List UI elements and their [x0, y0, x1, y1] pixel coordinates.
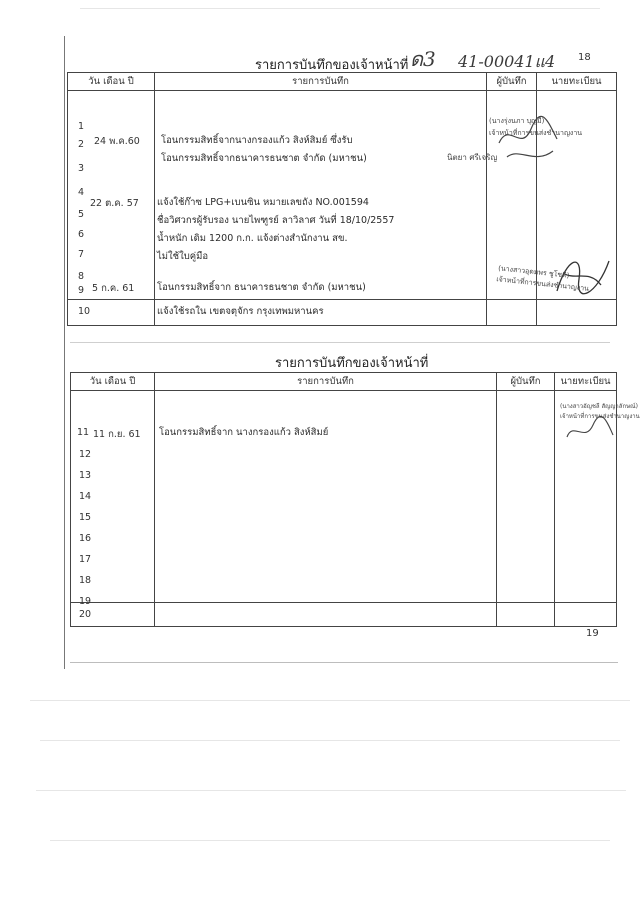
entry-text: แจ้งใช้ก๊าซ LPG+เบนซิน หมายเลขถัง NO.001594	[157, 197, 369, 208]
entry-text: น้ำหนัก เดิม 1200 ก.ก. แจ้งต่างสำนักงาน สข.	[157, 233, 348, 244]
entry-text: แจ้งใช้รถใน เขตจตุจักร กรุงเทพมหานคร	[157, 306, 324, 317]
col-header-entry: รายการบันทึก	[155, 73, 487, 91]
row-20-entry-cell	[155, 603, 497, 627]
registrar-stamp-2: (นางสาวอัญชลี สัญญาลักษณ์)	[560, 403, 638, 410]
section-title-1: รายการบันทึกของเจ้าหน้าที่	[255, 58, 409, 73]
row-number: 18	[79, 575, 92, 586]
recorder-stamp-title: เจ้าหน้าที่การขนส่งชำนาญงาน	[489, 129, 583, 137]
recorder-column	[497, 391, 555, 603]
registrar-stamp-1-title: เจ้าหน้าที่การขนส่งชำนาญงาน	[495, 275, 590, 293]
bleed-line	[30, 700, 630, 701]
row-number: 17	[79, 554, 92, 565]
col-header-registrar: นายทะเบียน	[555, 373, 617, 391]
handwritten-deed-number: 41-00041แ4	[458, 52, 556, 71]
bleed-line	[50, 840, 610, 841]
row-20-registrar-cell	[555, 603, 617, 627]
entry-date: 22 ต.ค. 57	[90, 198, 139, 209]
row-number: 15	[79, 512, 92, 523]
entry-text: โอนกรรมสิทธิ์จาก ธนาคารธนชาต จำกัด (มหาชน)	[157, 282, 366, 293]
row-10-recorder-cell	[487, 300, 537, 324]
bleed-line	[40, 740, 620, 741]
row-20-date-cell	[71, 603, 155, 627]
row-number: 6	[78, 229, 85, 240]
row-number: 12	[79, 449, 92, 460]
registrar-column	[555, 391, 617, 603]
recorder-signature-name: นิตยา ศรีเจริญ	[447, 153, 498, 162]
row-number: 13	[79, 470, 92, 481]
col-header-date: วัน เดือน ปี	[71, 373, 155, 391]
registrar-stamp-2-title: เจ้าหน้าที่การขนส่งชำนาญงาน	[560, 413, 640, 420]
row-number: 16	[79, 533, 92, 544]
row-number: 3	[78, 163, 85, 174]
section-title-2: รายการบันทึกของเจ้าหน้าที่	[275, 356, 429, 371]
row-number: 19	[79, 596, 92, 607]
record-table-2	[70, 372, 617, 627]
entry-text: ไม่ใช้ใบคู่มือ	[157, 251, 209, 262]
page-number-bottom: 19	[586, 628, 599, 639]
entry-column	[155, 391, 497, 603]
registrar-signature	[563, 417, 617, 447]
row-10-entry-cell	[155, 300, 487, 324]
handwritten-ref-number: ด3	[410, 47, 436, 71]
row-10-date-cell	[68, 300, 155, 324]
page-number-top: 18	[578, 52, 591, 63]
bleed-line	[36, 790, 626, 791]
registrar-stamp-1: (นางสาวอุดมพร ชูโชติ)	[497, 264, 570, 280]
col-header-date: วัน เดือน ปี	[68, 73, 155, 91]
row-20-recorder-cell	[497, 603, 555, 627]
bleed-line	[80, 8, 600, 9]
row-number: 2	[78, 139, 85, 150]
row-number: 7	[78, 249, 85, 260]
date-column	[71, 391, 155, 607]
row-10-registrar-cell	[537, 300, 617, 324]
registrar-column	[537, 91, 617, 300]
recorder-stamp: (นางรุ่งนภา บุญมี)	[489, 117, 545, 125]
col-header-registrar: นายทะเบียน	[537, 73, 617, 91]
row-number: 9	[78, 285, 85, 296]
row-number: 14	[79, 491, 92, 502]
entry-text: โอนกรรมสิทธิ์จาก นางกรองแก้ว สิงห์สิมย์	[159, 427, 329, 438]
col-header-recorder: ผู้บันทึก	[497, 373, 555, 391]
col-header-recorder: ผู้บันทึก	[487, 73, 537, 91]
entry-date: 11 ก.ย. 61	[93, 429, 141, 440]
row-number: 4	[78, 187, 85, 198]
page-bottom-edge	[70, 662, 618, 663]
entry-column	[155, 91, 498, 300]
row-number: 5	[78, 209, 85, 220]
date-column	[68, 91, 155, 300]
entry-text: โอนกรรมสิทธิ์จากนางกรองแก้ว สิงห์สิมย์ ซึ่งรับ	[161, 135, 353, 146]
entry-date: 24 พ.ค.60	[94, 136, 140, 147]
row-number: 10	[78, 306, 91, 317]
entry-text: โอนกรรมสิทธิ์จากธนาคารธนชาต จำกัด (มหาชน)	[161, 153, 367, 164]
entry-text: ชื่อวิศวกรผู้รับรอง นายไพฑูรย์ ลาวิลาศ วันที่ 18/10/2557	[157, 215, 395, 226]
row-number: 20	[79, 609, 92, 620]
page-left-edge	[64, 36, 65, 669]
row-number: 8	[78, 271, 85, 282]
entry-date: 5 ก.ค. 61	[92, 283, 135, 294]
col-header-entry: รายการบันทึก	[155, 373, 497, 391]
separator-line	[70, 342, 610, 343]
row-number: 11	[77, 427, 90, 438]
row-number: 1	[78, 121, 85, 132]
